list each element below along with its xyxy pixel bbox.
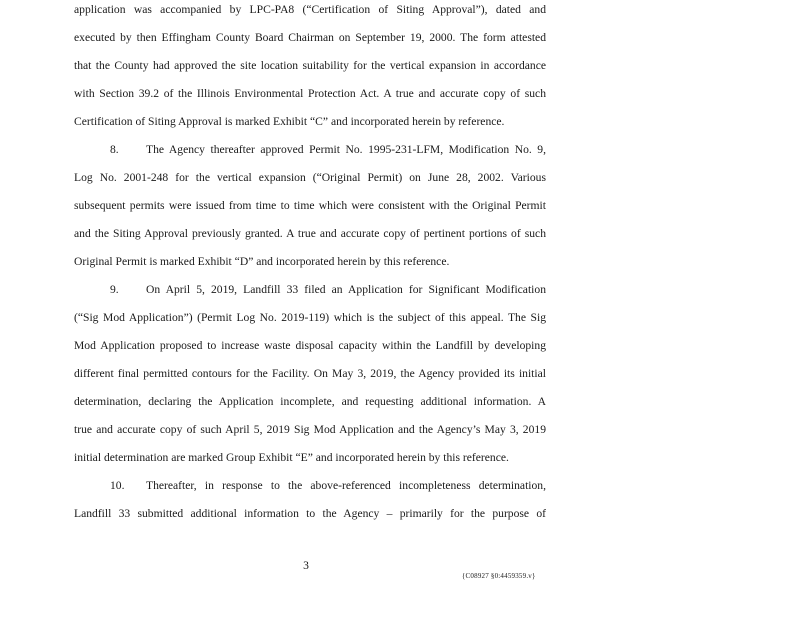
paragraph-number: 8. bbox=[110, 143, 119, 156]
paragraph-9-first-line bbox=[74, 283, 546, 297]
body-line: application was accompanied by LPC-PA8 (“Certification of Siting Approval”), dated and bbox=[74, 3, 546, 16]
body-line: The Agency thereafter approved Permit No. 1995-231-LFM, Modification No. 9, bbox=[146, 143, 546, 156]
body-line: Certification of Siting Approval is marked Exhibit “C” and incorporated herein by reference. bbox=[74, 115, 505, 128]
document-id: {C08927 §0:4459359.v} bbox=[462, 572, 536, 580]
body-line: different final permitted contours for the Facility. On May 3, 2019, the Agency provided its initial bbox=[74, 367, 546, 380]
body-line: executed by then Effingham County Board Chairman on September 19, 2000. The form attested bbox=[74, 31, 546, 44]
body-line: Original Permit is marked Exhibit “D” and incorporated herein by this reference. bbox=[74, 255, 450, 268]
page-number: 3 bbox=[303, 559, 309, 572]
body-line: and the Siting Approval previously granted. A true and accurate copy of pertinent portions of such bbox=[74, 227, 546, 240]
body-line: initial determination are marked Group Exhibit “E” and incorporated herein by this reference. bbox=[74, 451, 509, 464]
body-line: Log No. 2001-248 for the vertical expansion (“Original Permit) on June 28, 2002. Various bbox=[74, 171, 546, 184]
body-line: Mod Application proposed to increase waste disposal capacity within the Landfill by developing bbox=[74, 339, 546, 352]
body-line: (“Sig Mod Application”) (Permit Log No. 2019-119) which is the subject of this appeal. The Sig bbox=[74, 311, 546, 324]
paragraph-number: 9. bbox=[110, 283, 119, 296]
body-line: Landfill 33 submitted additional information to the Agency – primarily for the purpose of bbox=[74, 507, 546, 520]
paragraph-number: 10. bbox=[110, 479, 125, 492]
body-line: subsequent permits were issued from time to time which were consistent with the Original Permit bbox=[74, 199, 546, 212]
body-line: with Section 39.2 of the Illinois Environmental Protection Act. A true and accurate copy of such bbox=[74, 87, 546, 100]
body-line: On April 5, 2019, Landfill 33 filed an Application for Significant Modification bbox=[146, 283, 546, 296]
body-line: true and accurate copy of such April 5, 2019 Sig Mod Application and the Agency’s May 3, 2019 bbox=[74, 423, 546, 436]
paragraph-8-first-line bbox=[74, 143, 546, 157]
paragraph-10-first-line bbox=[74, 479, 546, 493]
body-line: Thereafter, in response to the above-referenced incompleteness determination, bbox=[146, 479, 546, 492]
body-line: that the County had approved the site location suitability for the vertical expansion in accordance bbox=[74, 59, 546, 72]
body-line: determination, declaring the Application incomplete, and requesting additional information. A bbox=[74, 395, 546, 408]
